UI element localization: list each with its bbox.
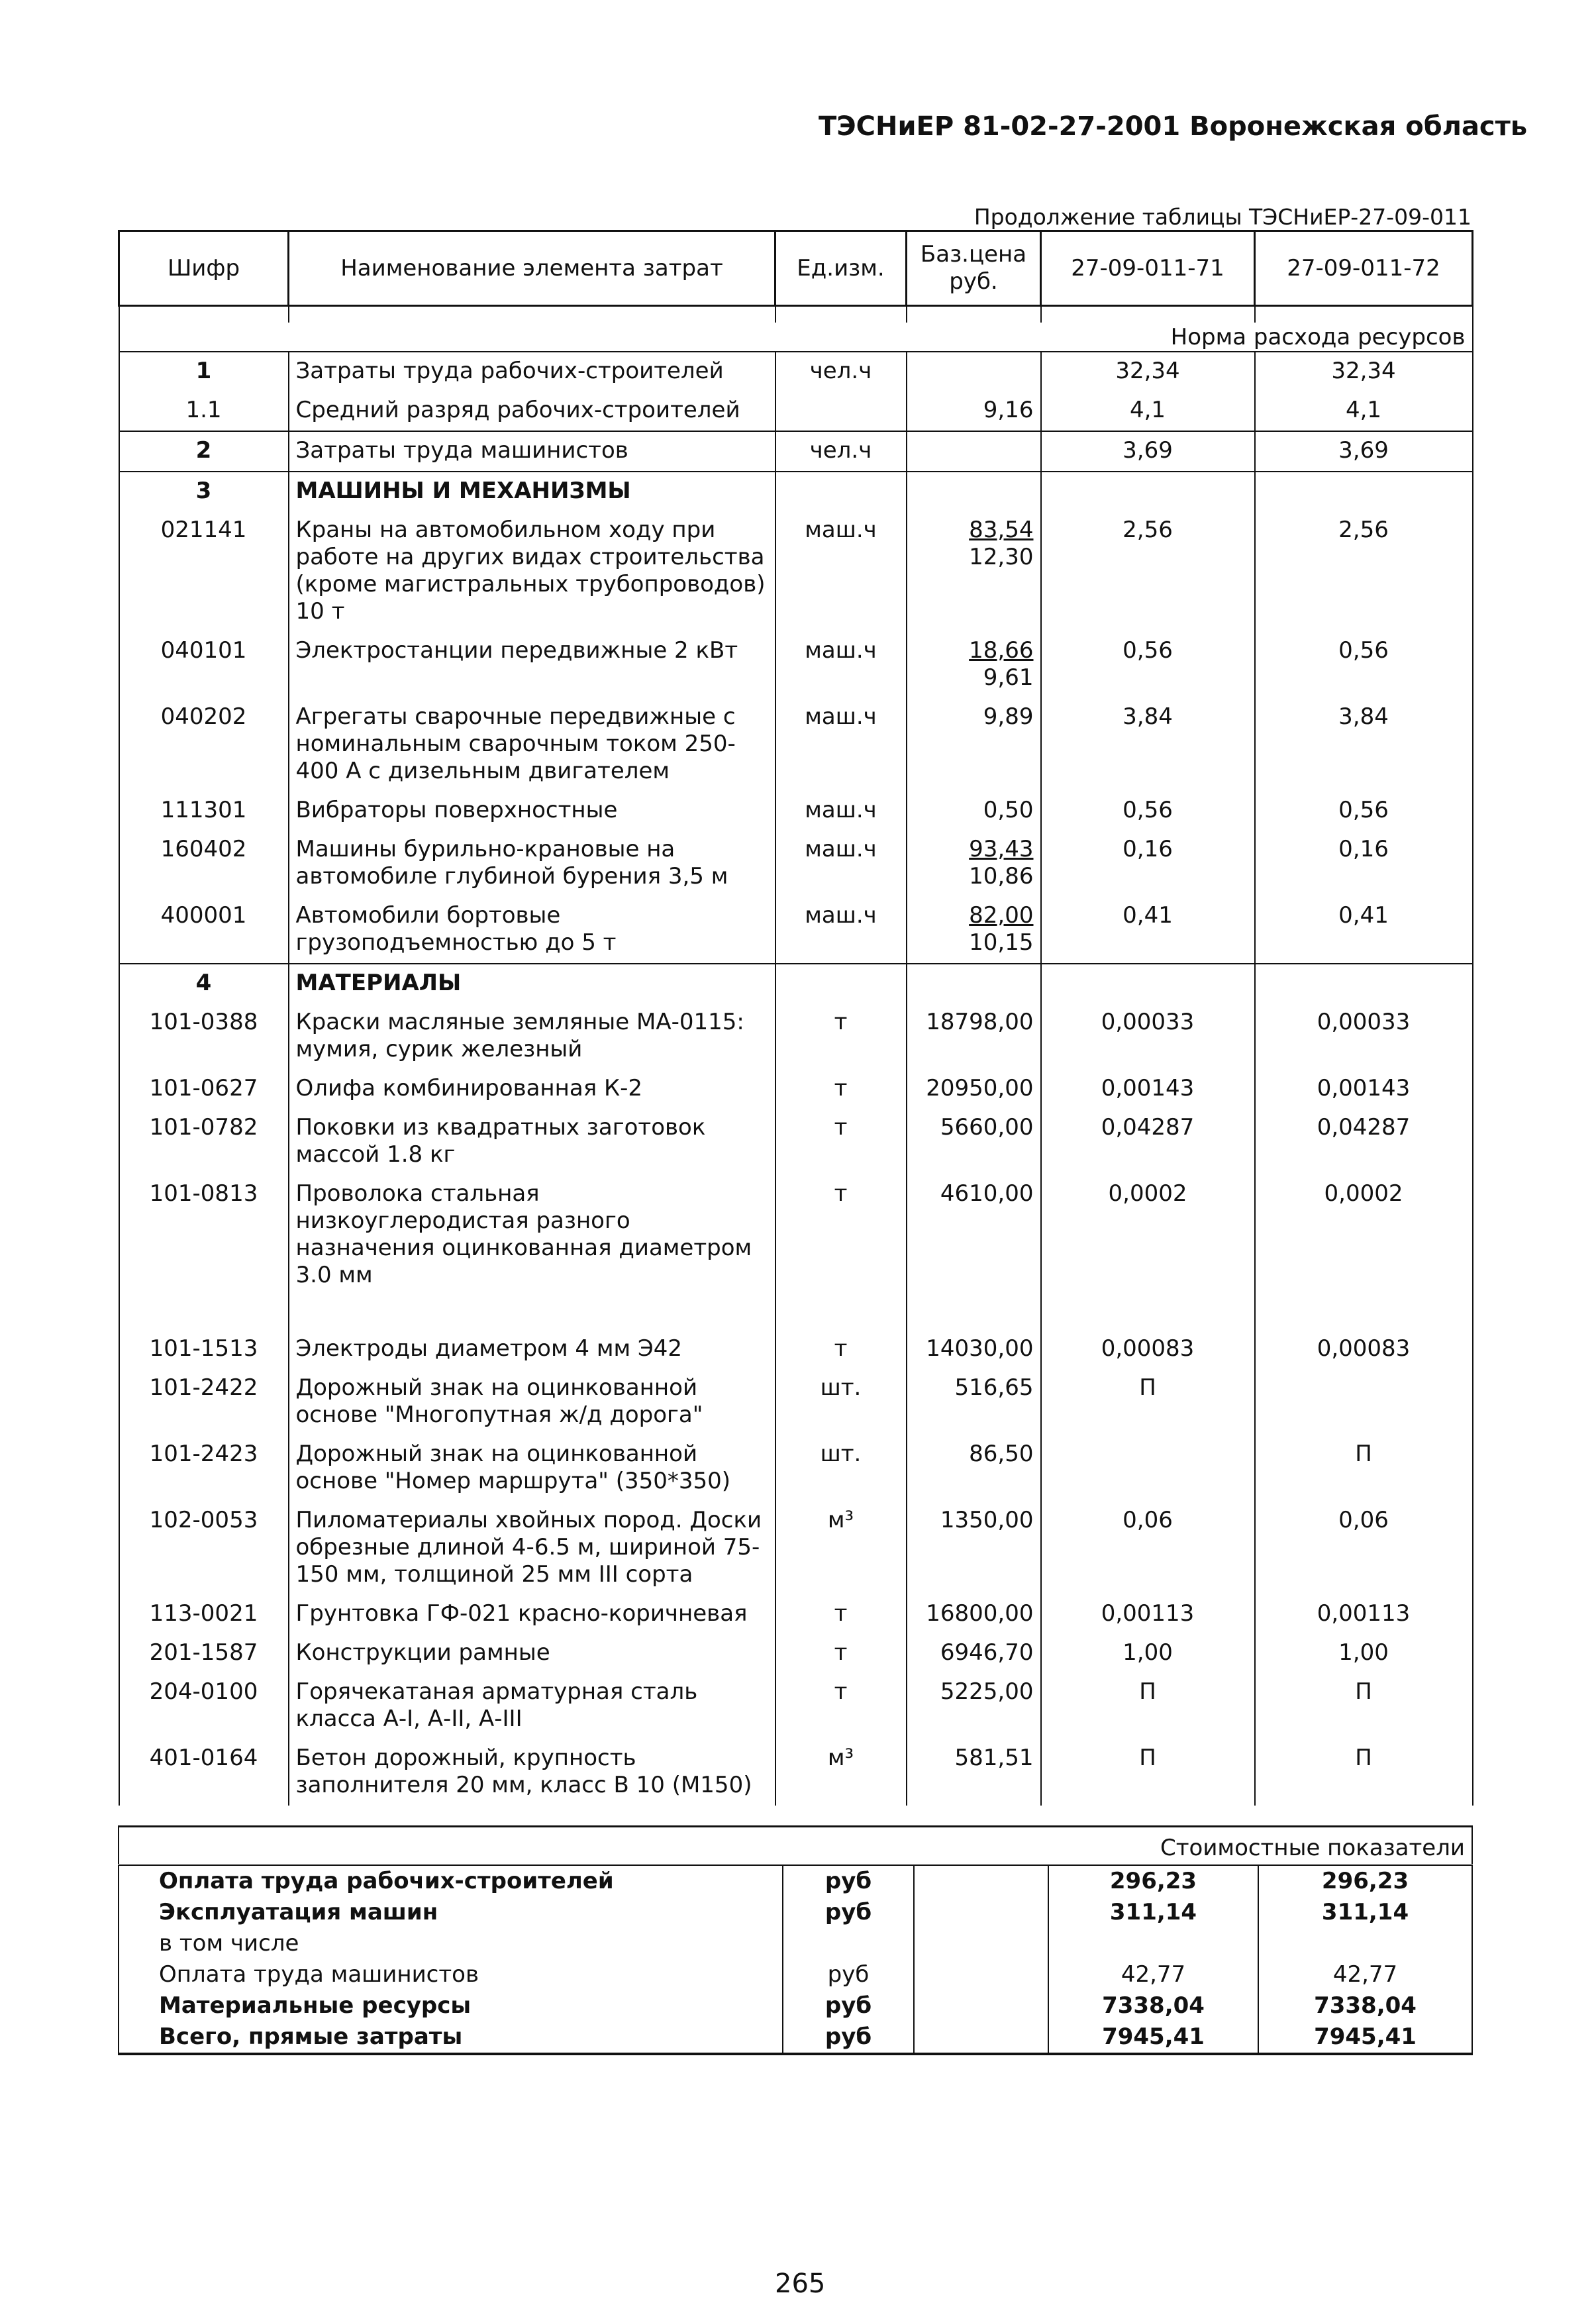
header-col2: 27-09-011-72 xyxy=(1255,231,1473,306)
cost-indicators-table xyxy=(118,1825,1473,2055)
resource-norms-table xyxy=(118,230,1473,1806)
cost-row: Оплата труда рабочих-строителей руб 296,23 296,23 xyxy=(119,1865,1472,1898)
cost-row: Оплата труда машинистов руб 42,77 42,77 xyxy=(119,1959,1472,1990)
header-code: Шифр xyxy=(119,231,289,306)
cost-row: Эксплуатация машин руб 311,14 311,14 xyxy=(119,1897,1472,1928)
table-row: 204-0100 Горячекатаная арматурная сталь класса А-I, А-II, А-III т 5225,00 П П xyxy=(119,1673,1473,1739)
norm-label: Норма расхода ресурсов xyxy=(119,323,1473,352)
table-row: 401-0164 Бетон дорожный, крупность заполнителя 20 мм, класс В 10 (М150) м³ 581,51 П П xyxy=(119,1739,1473,1806)
cost-row: Материальные ресурсы руб 7338,04 7338,04 xyxy=(119,1990,1472,2021)
table-row: 113-0021 Грунтовка ГФ-021 красно-коричневая т 16800,00 0,00113 0,00113 xyxy=(119,1595,1473,1634)
header-price: Баз.цена руб. xyxy=(907,231,1041,306)
table-row: 2 Затраты труда машинистов чел.ч 3,69 3,69 xyxy=(119,431,1473,472)
table-row: 160402 Машины бурильно-крановые на автомобиле глубиной бурения 3,5 м маш.ч 93,43 10,86 0,16 0,16 xyxy=(119,831,1473,897)
table-row: 101-2423 Дорожный знак на оцинкованной основе "Номер маршрута" (350*350) шт. 86,50 П xyxy=(119,1435,1473,1502)
table-row: 101-2422 Дорожный знак на оцинкованной основе "Многопутная ж/д дорога" шт. 516,65 П xyxy=(119,1369,1473,1435)
table-continuation-caption: Продолжение таблицы ТЭСНиЕР-27-09-011 xyxy=(973,204,1471,230)
table-row: 040101 Электростанции передвижные 2 кВт маш.ч 18,66 9,61 0,56 0,56 xyxy=(119,632,1473,698)
table-row: 101-1513 Электроды диаметром 4 мм Э42 т 14030,00 0,00083 0,00083 xyxy=(119,1330,1473,1369)
page-number: 265 xyxy=(775,2269,826,2299)
header-name: Наименование элемента затрат xyxy=(289,231,775,306)
table-row: 101-0627 Олифа комбинированная К-2 т 20950,00 0,00143 0,00143 xyxy=(119,1070,1473,1109)
table-row: 040202 Агрегаты сварочные передвижные с номинальным сварочным током 250-400 А с дизельным двигателем маш.ч 9,89 3,84 3,84 xyxy=(119,698,1473,792)
section-row: 4 МАТЕРИАЛЫ xyxy=(119,964,1473,1003)
cost-label-row xyxy=(119,1827,1472,1865)
norm-label-row xyxy=(119,323,1473,352)
cost-label: Стоимостные показатели xyxy=(119,1827,1472,1865)
header-unit: Ед.изм. xyxy=(775,231,907,306)
section-row: 3 МАШИНЫ И МЕХАНИЗМЫ xyxy=(119,472,1473,511)
cost-row: в том числе xyxy=(119,1928,1472,1959)
table-row: 400001 Автомобили бортовые грузоподъемностью до 5 т маш.ч 82,00 10,15 0,41 0,41 xyxy=(119,897,1473,964)
table-row: 1 Затраты труда рабочих-строителей чел.ч 32,34 32,34 xyxy=(119,352,1473,391)
table-row: 1.1 Средний разряд рабочих-строителей 9,16 4,1 4,1 xyxy=(119,391,1473,431)
table-row: 201-1587 Конструкции рамные т 6946,70 1,00 1,00 xyxy=(119,1634,1473,1673)
table-row: 101-0388 Краски масляные земляные МА-0115: мумия, сурик железный т 18798,00 0,00033 0,00033 xyxy=(119,1003,1473,1070)
document-title: ТЭСНиЕР 81-02-27-2001 Воронежская область xyxy=(819,111,1528,142)
header-col1: 27-09-011-71 xyxy=(1041,231,1255,306)
table-row: 102-0053 Пиломатериалы хвойных пород. Доски обрезные длиной 4-6.5 м, шириной 75-150 мм, толщиной 25 мм III сорта м³ 1350,00 0,06 0,06 xyxy=(119,1502,1473,1595)
table-row: 101-0782 Поковки из квадратных заготовок массой 1.8 кг т 5660,00 0,04287 0,04287 xyxy=(119,1109,1473,1175)
cost-row: Всего, прямые затраты руб 7945,41 7945,41 xyxy=(119,2021,1472,2054)
table-header-row xyxy=(119,231,1473,306)
table-row: 111301 Вибраторы поверхностные маш.ч 0,50 0,56 0,56 xyxy=(119,792,1473,831)
table-row: 101-0813 Проволока стальная низкоуглеродистая разного назначения оцинкованная диаметром 3.0 мм т 4610,00 0,0002 0,0002 xyxy=(119,1175,1473,1296)
table-row: 021141 Краны на автомобильном ходу при работе на других видах строительства (кроме магистральных трубопроводов) 10 т маш.ч 83,54 12,30 2,56 2,56 xyxy=(119,511,1473,632)
